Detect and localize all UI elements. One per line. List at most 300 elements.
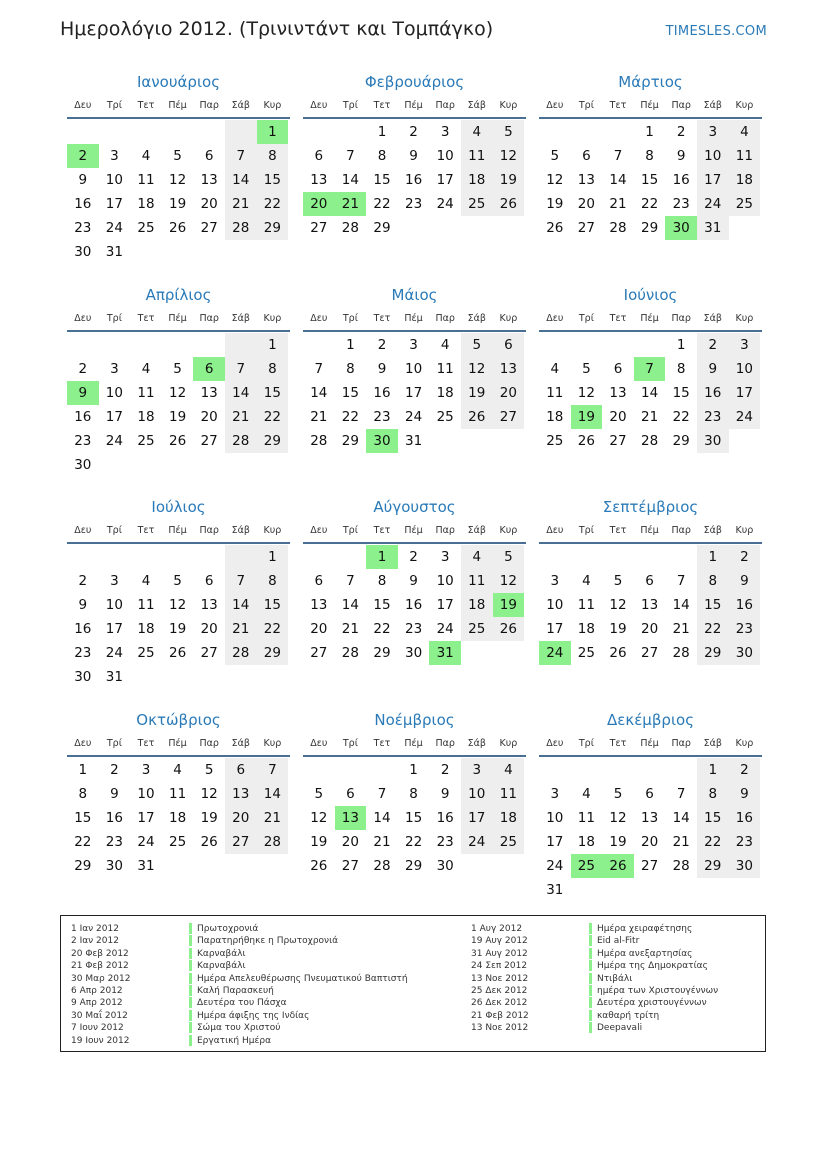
day-cell[interactable]: 8 <box>257 569 289 593</box>
day-cell[interactable]: 26 <box>577 433 595 449</box>
day-cell[interactable]: 11 <box>577 810 595 826</box>
day-cell[interactable]: 19 <box>493 593 525 617</box>
day-cell[interactable]: 16 <box>74 621 92 637</box>
day-cell[interactable]: 2 <box>409 124 418 140</box>
day-cell[interactable]: 4 <box>141 148 151 164</box>
day-cell[interactable]: 15 <box>672 385 690 401</box>
day-cell[interactable]: 23 <box>74 645 92 661</box>
day-cell[interactable]: 3 <box>729 333 761 357</box>
day-cell[interactable]: 18 <box>729 168 761 192</box>
day-cell[interactable]: 9 <box>110 786 119 802</box>
day-cell[interactable]: 24 <box>697 192 729 216</box>
day-cell[interactable]: 3 <box>110 573 119 589</box>
day-cell[interactable]: 25 <box>137 645 155 661</box>
day-cell[interactable]: 7 <box>634 357 666 381</box>
day-cell[interactable]: 30 <box>404 645 423 661</box>
day-cell[interactable]: 26 <box>546 220 564 236</box>
day-cell[interactable]: 31 <box>137 858 155 874</box>
day-cell[interactable]: 12 <box>493 144 525 168</box>
day-cell[interactable]: 25 <box>546 433 564 449</box>
day-cell[interactable]: 24 <box>105 433 123 449</box>
day-cell[interactable]: 5 <box>493 120 525 144</box>
day-cell[interactable]: 8 <box>257 144 289 168</box>
day-cell[interactable]: 22 <box>257 192 289 216</box>
day-cell[interactable]: 5 <box>204 762 214 778</box>
day-cell[interactable]: 13 <box>577 172 595 188</box>
day-cell[interactable]: 21 <box>672 834 690 850</box>
day-cell[interactable]: 2 <box>67 144 99 168</box>
day-cell[interactable]: 18 <box>493 806 525 830</box>
day-cell[interactable]: 18 <box>137 409 155 425</box>
day-cell[interactable]: 26 <box>200 834 218 850</box>
day-cell[interactable]: 23 <box>436 834 454 850</box>
day-cell[interactable]: 28 <box>225 641 257 665</box>
day-cell[interactable]: 9 <box>78 597 88 613</box>
day-cell[interactable]: 19 <box>310 834 328 850</box>
day-cell[interactable]: 17 <box>404 385 423 401</box>
day-cell[interactable]: 24 <box>105 220 123 236</box>
day-cell[interactable]: 30 <box>74 244 92 260</box>
day-cell[interactable]: 23 <box>672 196 690 212</box>
day-cell[interactable]: 4 <box>461 545 493 569</box>
day-cell[interactable]: 12 <box>461 357 493 381</box>
day-cell[interactable]: 12 <box>493 569 525 593</box>
day-cell[interactable]: 27 <box>609 433 627 449</box>
day-cell[interactable]: 15 <box>373 172 391 188</box>
day-cell[interactable]: 16 <box>74 196 92 212</box>
day-cell[interactable]: 17 <box>546 621 564 637</box>
day-cell[interactable]: 6 <box>314 148 324 164</box>
day-cell[interactable]: 30 <box>729 854 761 878</box>
day-cell[interactable]: 27 <box>225 830 257 854</box>
day-cell[interactable]: 22 <box>697 830 729 854</box>
day-cell[interactable]: 4 <box>582 573 591 589</box>
day-cell[interactable]: 8 <box>377 148 387 164</box>
day-cell[interactable]: 13 <box>640 597 659 613</box>
day-cell[interactable]: 29 <box>697 854 729 878</box>
day-cell[interactable]: 3 <box>461 758 493 782</box>
day-cell[interactable]: 7 <box>225 357 257 381</box>
day-cell[interactable]: 15 <box>257 381 289 405</box>
day-cell[interactable]: 13 <box>310 597 328 613</box>
day-cell[interactable]: 3 <box>110 148 119 164</box>
day-cell[interactable]: 20 <box>303 192 335 216</box>
day-cell[interactable]: 25 <box>577 645 595 661</box>
day-cell[interactable]: 17 <box>105 621 123 637</box>
day-cell[interactable]: 11 <box>729 144 761 168</box>
day-cell[interactable]: 6 <box>645 573 654 589</box>
day-cell[interactable]: 18 <box>137 196 155 212</box>
day-cell[interactable]: 22 <box>341 409 359 425</box>
day-cell[interactable]: 27 <box>200 645 218 661</box>
day-cell[interactable]: 14 <box>672 597 690 613</box>
day-cell[interactable]: 16 <box>672 172 690 188</box>
day-cell[interactable]: 24 <box>539 641 571 665</box>
day-cell[interactable]: 3 <box>141 762 151 778</box>
day-cell[interactable]: 14 <box>225 381 257 405</box>
day-cell[interactable]: 29 <box>257 216 289 240</box>
day-cell[interactable]: 5 <box>613 786 623 802</box>
day-cell[interactable]: 26 <box>493 192 525 216</box>
day-cell[interactable]: 29 <box>373 220 391 236</box>
day-cell[interactable]: 8 <box>78 786 88 802</box>
day-cell[interactable]: 30 <box>665 216 697 240</box>
day-cell[interactable]: 8 <box>645 148 654 164</box>
day-cell[interactable]: 24 <box>461 830 493 854</box>
site-link[interactable]: TIMESLES.COM <box>665 24 767 39</box>
day-cell[interactable]: 21 <box>640 409 659 425</box>
day-cell[interactable]: 25 <box>461 192 493 216</box>
day-cell[interactable]: 30 <box>729 641 761 665</box>
day-cell[interactable]: 10 <box>546 810 564 826</box>
day-cell[interactable]: 16 <box>404 597 423 613</box>
day-cell[interactable]: 5 <box>550 148 560 164</box>
day-cell[interactable]: 28 <box>257 830 289 854</box>
day-cell[interactable]: 19 <box>168 409 187 425</box>
day-cell[interactable]: 3 <box>550 786 560 802</box>
day-cell[interactable]: 4 <box>440 337 450 353</box>
day-cell[interactable]: 6 <box>493 333 525 357</box>
day-cell[interactable]: 12 <box>546 172 564 188</box>
day-cell[interactable]: 30 <box>74 669 92 685</box>
day-cell[interactable]: 7 <box>346 148 355 164</box>
day-cell[interactable]: 6 <box>346 786 355 802</box>
day-cell[interactable]: 30 <box>74 457 92 473</box>
day-cell[interactable]: 28 <box>640 433 659 449</box>
day-cell[interactable]: 5 <box>493 545 525 569</box>
day-cell[interactable]: 30 <box>436 858 454 874</box>
day-cell[interactable]: 9 <box>676 148 686 164</box>
day-cell[interactable]: 11 <box>493 782 525 806</box>
day-cell[interactable]: 26 <box>168 433 187 449</box>
day-cell[interactable]: 1 <box>346 337 355 353</box>
day-cell[interactable]: 29 <box>74 858 92 874</box>
day-cell[interactable]: 18 <box>577 621 595 637</box>
day-cell[interactable]: 5 <box>613 573 623 589</box>
day-cell[interactable]: 6 <box>193 357 225 381</box>
day-cell[interactable]: 28 <box>609 220 627 236</box>
day-cell[interactable]: 25 <box>461 617 493 641</box>
day-cell[interactable]: 28 <box>672 645 690 661</box>
day-cell[interactable]: 5 <box>173 148 182 164</box>
day-cell[interactable]: 18 <box>137 621 155 637</box>
day-cell[interactable]: 13 <box>200 172 218 188</box>
day-cell[interactable]: 19 <box>493 168 525 192</box>
day-cell[interactable]: 12 <box>310 810 328 826</box>
day-cell[interactable]: 1 <box>257 545 289 569</box>
day-cell[interactable]: 13 <box>200 597 218 613</box>
day-cell[interactable]: 21 <box>341 621 359 637</box>
day-cell[interactable]: 28 <box>672 858 690 874</box>
day-cell[interactable]: 9 <box>78 172 88 188</box>
day-cell[interactable]: 2 <box>78 361 88 377</box>
day-cell[interactable]: 16 <box>697 381 729 405</box>
day-cell[interactable]: 12 <box>168 172 187 188</box>
day-cell[interactable]: 15 <box>373 597 391 613</box>
day-cell[interactable]: 4 <box>550 361 560 377</box>
day-cell[interactable]: 29 <box>697 641 729 665</box>
day-cell[interactable]: 3 <box>697 120 729 144</box>
day-cell[interactable]: 20 <box>640 621 659 637</box>
day-cell[interactable]: 8 <box>346 361 355 377</box>
day-cell[interactable]: 24 <box>436 621 454 637</box>
day-cell[interactable]: 13 <box>493 357 525 381</box>
day-cell[interactable]: 6 <box>204 148 214 164</box>
day-cell[interactable]: 17 <box>105 196 123 212</box>
day-cell[interactable]: 31 <box>105 244 123 260</box>
day-cell[interactable]: 6 <box>582 148 591 164</box>
day-cell[interactable]: 19 <box>609 834 627 850</box>
day-cell[interactable]: 6 <box>204 573 214 589</box>
day-cell[interactable]: 6 <box>314 573 324 589</box>
day-cell[interactable]: 15 <box>74 810 92 826</box>
day-cell[interactable]: 12 <box>168 385 187 401</box>
day-cell[interactable]: 29 <box>257 429 289 453</box>
day-cell[interactable]: 8 <box>697 782 729 806</box>
day-cell[interactable]: 13 <box>640 810 659 826</box>
day-cell[interactable]: 1 <box>257 120 289 144</box>
day-cell[interactable]: 27 <box>200 433 218 449</box>
day-cell[interactable]: 1 <box>645 124 654 140</box>
day-cell[interactable]: 3 <box>550 573 560 589</box>
day-cell[interactable]: 24 <box>729 405 761 429</box>
day-cell[interactable]: 20 <box>341 834 359 850</box>
day-cell[interactable]: 26 <box>602 854 634 878</box>
day-cell[interactable]: 20 <box>493 381 525 405</box>
day-cell[interactable]: 15 <box>257 593 289 617</box>
day-cell[interactable]: 2 <box>729 758 761 782</box>
day-cell[interactable]: 14 <box>225 168 257 192</box>
day-cell[interactable]: 29 <box>672 433 690 449</box>
day-cell[interactable]: 16 <box>74 409 92 425</box>
day-cell[interactable]: 19 <box>461 381 493 405</box>
day-cell[interactable]: 26 <box>168 220 187 236</box>
day-cell[interactable]: 3 <box>440 549 450 565</box>
day-cell[interactable]: 2 <box>110 762 119 778</box>
day-cell[interactable]: 2 <box>729 545 761 569</box>
day-cell[interactable]: 21 <box>257 806 289 830</box>
day-cell[interactable]: 16 <box>373 385 391 401</box>
day-cell[interactable]: 17 <box>137 810 155 826</box>
day-cell[interactable]: 10 <box>105 172 123 188</box>
day-cell[interactable]: 13 <box>310 172 328 188</box>
day-cell[interactable]: 29 <box>341 433 359 449</box>
day-cell[interactable]: 14 <box>672 810 690 826</box>
day-cell[interactable]: 5 <box>461 333 493 357</box>
day-cell[interactable]: 2 <box>377 337 387 353</box>
day-cell[interactable]: 27 <box>640 858 659 874</box>
day-cell[interactable]: 2 <box>78 573 88 589</box>
day-cell[interactable]: 2 <box>440 762 450 778</box>
day-cell[interactable]: 20 <box>200 196 218 212</box>
day-cell[interactable]: 15 <box>341 385 359 401</box>
day-cell[interactable]: 14 <box>373 810 391 826</box>
day-cell[interactable]: 8 <box>676 361 686 377</box>
day-cell[interactable]: 9 <box>409 573 418 589</box>
day-cell[interactable]: 28 <box>310 433 328 449</box>
day-cell[interactable]: 12 <box>168 597 187 613</box>
day-cell[interactable]: 7 <box>225 569 257 593</box>
day-cell[interactable]: 17 <box>461 806 493 830</box>
day-cell[interactable]: 12 <box>200 786 218 802</box>
day-cell[interactable]: 19 <box>571 405 603 429</box>
day-cell[interactable]: 25 <box>436 409 454 425</box>
day-cell[interactable]: 31 <box>404 433 423 449</box>
day-cell[interactable]: 25 <box>168 834 187 850</box>
day-cell[interactable]: 23 <box>373 409 391 425</box>
day-cell[interactable]: 23 <box>729 830 761 854</box>
day-cell[interactable]: 23 <box>74 433 92 449</box>
day-cell[interactable]: 22 <box>640 196 659 212</box>
day-cell[interactable]: 26 <box>609 645 627 661</box>
day-cell[interactable]: 10 <box>105 597 123 613</box>
day-cell[interactable]: 25 <box>571 854 603 878</box>
day-cell[interactable]: 12 <box>609 810 627 826</box>
day-cell[interactable]: 12 <box>609 597 627 613</box>
day-cell[interactable]: 21 <box>373 834 391 850</box>
day-cell[interactable]: 24 <box>105 645 123 661</box>
day-cell[interactable]: 31 <box>697 216 729 240</box>
day-cell[interactable]: 1 <box>377 124 387 140</box>
day-cell[interactable]: 17 <box>436 172 454 188</box>
day-cell[interactable]: 4 <box>582 786 591 802</box>
day-cell[interactable]: 30 <box>697 429 729 453</box>
day-cell[interactable]: 9 <box>697 357 729 381</box>
day-cell[interactable]: 22 <box>257 405 289 429</box>
day-cell[interactable]: 10 <box>137 786 155 802</box>
day-cell[interactable]: 20 <box>200 409 218 425</box>
day-cell[interactable]: 10 <box>546 597 564 613</box>
day-cell[interactable]: 7 <box>257 758 289 782</box>
day-cell[interactable]: 28 <box>341 220 359 236</box>
day-cell[interactable]: 26 <box>168 645 187 661</box>
day-cell[interactable]: 17 <box>729 381 761 405</box>
day-cell[interactable]: 12 <box>577 385 595 401</box>
day-cell[interactable]: 28 <box>373 858 391 874</box>
day-cell[interactable]: 11 <box>546 385 564 401</box>
day-cell[interactable]: 10 <box>404 361 423 377</box>
day-cell[interactable]: 10 <box>461 782 493 806</box>
day-cell[interactable]: 8 <box>377 573 387 589</box>
day-cell[interactable]: 7 <box>676 786 686 802</box>
day-cell[interactable]: 13 <box>225 782 257 806</box>
day-cell[interactable]: 2 <box>697 333 729 357</box>
day-cell[interactable]: 20 <box>200 621 218 637</box>
day-cell[interactable]: 20 <box>310 621 328 637</box>
day-cell[interactable]: 31 <box>546 882 564 898</box>
day-cell[interactable]: 7 <box>676 573 686 589</box>
day-cell[interactable]: 20 <box>640 834 659 850</box>
day-cell[interactable]: 16 <box>404 172 423 188</box>
day-cell[interactable]: 17 <box>436 597 454 613</box>
day-cell[interactable]: 22 <box>672 409 690 425</box>
day-cell[interactable]: 2 <box>676 124 686 140</box>
day-cell[interactable]: 11 <box>137 597 155 613</box>
day-cell[interactable]: 26 <box>310 858 328 874</box>
day-cell[interactable]: 21 <box>225 405 257 429</box>
day-cell[interactable]: 21 <box>335 192 367 216</box>
day-cell[interactable]: 6 <box>613 361 623 377</box>
day-cell[interactable]: 9 <box>377 361 387 377</box>
day-cell[interactable]: 22 <box>74 834 92 850</box>
day-cell[interactable]: 27 <box>341 858 359 874</box>
day-cell[interactable]: 18 <box>546 409 564 425</box>
day-cell[interactable]: 19 <box>546 196 564 212</box>
day-cell[interactable]: 14 <box>341 172 359 188</box>
day-cell[interactable]: 28 <box>225 429 257 453</box>
day-cell[interactable]: 4 <box>493 758 525 782</box>
day-cell[interactable]: 14 <box>609 172 627 188</box>
day-cell[interactable]: 20 <box>609 409 627 425</box>
day-cell[interactable]: 25 <box>137 220 155 236</box>
day-cell[interactable]: 3 <box>110 361 119 377</box>
day-cell[interactable]: 14 <box>341 597 359 613</box>
day-cell[interactable]: 18 <box>436 385 454 401</box>
day-cell[interactable]: 19 <box>168 621 187 637</box>
day-cell[interactable]: 7 <box>225 144 257 168</box>
day-cell[interactable]: 1 <box>697 545 729 569</box>
day-cell[interactable]: 15 <box>697 806 729 830</box>
day-cell[interactable]: 13 <box>335 806 367 830</box>
day-cell[interactable]: 31 <box>105 669 123 685</box>
day-cell[interactable]: 18 <box>461 593 493 617</box>
day-cell[interactable]: 27 <box>310 645 328 661</box>
day-cell[interactable]: 17 <box>546 834 564 850</box>
day-cell[interactable]: 4 <box>461 120 493 144</box>
day-cell[interactable]: 29 <box>257 641 289 665</box>
day-cell[interactable]: 4 <box>141 361 151 377</box>
day-cell[interactable]: 27 <box>200 220 218 236</box>
day-cell[interactable]: 1 <box>78 762 88 778</box>
day-cell[interactable]: 6 <box>645 786 654 802</box>
day-cell[interactable]: 1 <box>257 333 289 357</box>
day-cell[interactable]: 5 <box>582 361 591 377</box>
day-cell[interactable]: 18 <box>577 834 595 850</box>
day-cell[interactable]: 8 <box>257 357 289 381</box>
day-cell[interactable]: 16 <box>729 806 761 830</box>
day-cell[interactable]: 14 <box>310 385 328 401</box>
day-cell[interactable]: 27 <box>493 405 525 429</box>
day-cell[interactable]: 23 <box>74 220 92 236</box>
day-cell[interactable]: 7 <box>377 786 387 802</box>
day-cell[interactable]: 14 <box>640 385 659 401</box>
day-cell[interactable]: 9 <box>440 786 450 802</box>
day-cell[interactable]: 20 <box>225 806 257 830</box>
day-cell[interactable]: 10 <box>697 144 729 168</box>
day-cell[interactable]: 9 <box>67 381 99 405</box>
day-cell[interactable]: 5 <box>173 573 182 589</box>
day-cell[interactable]: 11 <box>137 172 155 188</box>
day-cell[interactable]: 25 <box>493 830 525 854</box>
day-cell[interactable]: 26 <box>461 405 493 429</box>
day-cell[interactable]: 30 <box>105 858 123 874</box>
day-cell[interactable]: 26 <box>493 617 525 641</box>
day-cell[interactable]: 8 <box>697 569 729 593</box>
day-cell[interactable]: 23 <box>404 196 423 212</box>
day-cell[interactable]: 13 <box>200 385 218 401</box>
day-cell[interactable]: 13 <box>609 385 627 401</box>
day-cell[interactable]: 1 <box>676 337 686 353</box>
day-cell[interactable]: 23 <box>105 834 123 850</box>
day-cell[interactable]: 9 <box>729 782 761 806</box>
day-cell[interactable]: 28 <box>225 216 257 240</box>
day-cell[interactable]: 24 <box>137 834 155 850</box>
day-cell[interactable]: 10 <box>436 573 454 589</box>
day-cell[interactable]: 4 <box>173 762 182 778</box>
day-cell[interactable]: 27 <box>640 645 659 661</box>
day-cell[interactable]: 22 <box>404 834 423 850</box>
day-cell[interactable]: 14 <box>225 593 257 617</box>
